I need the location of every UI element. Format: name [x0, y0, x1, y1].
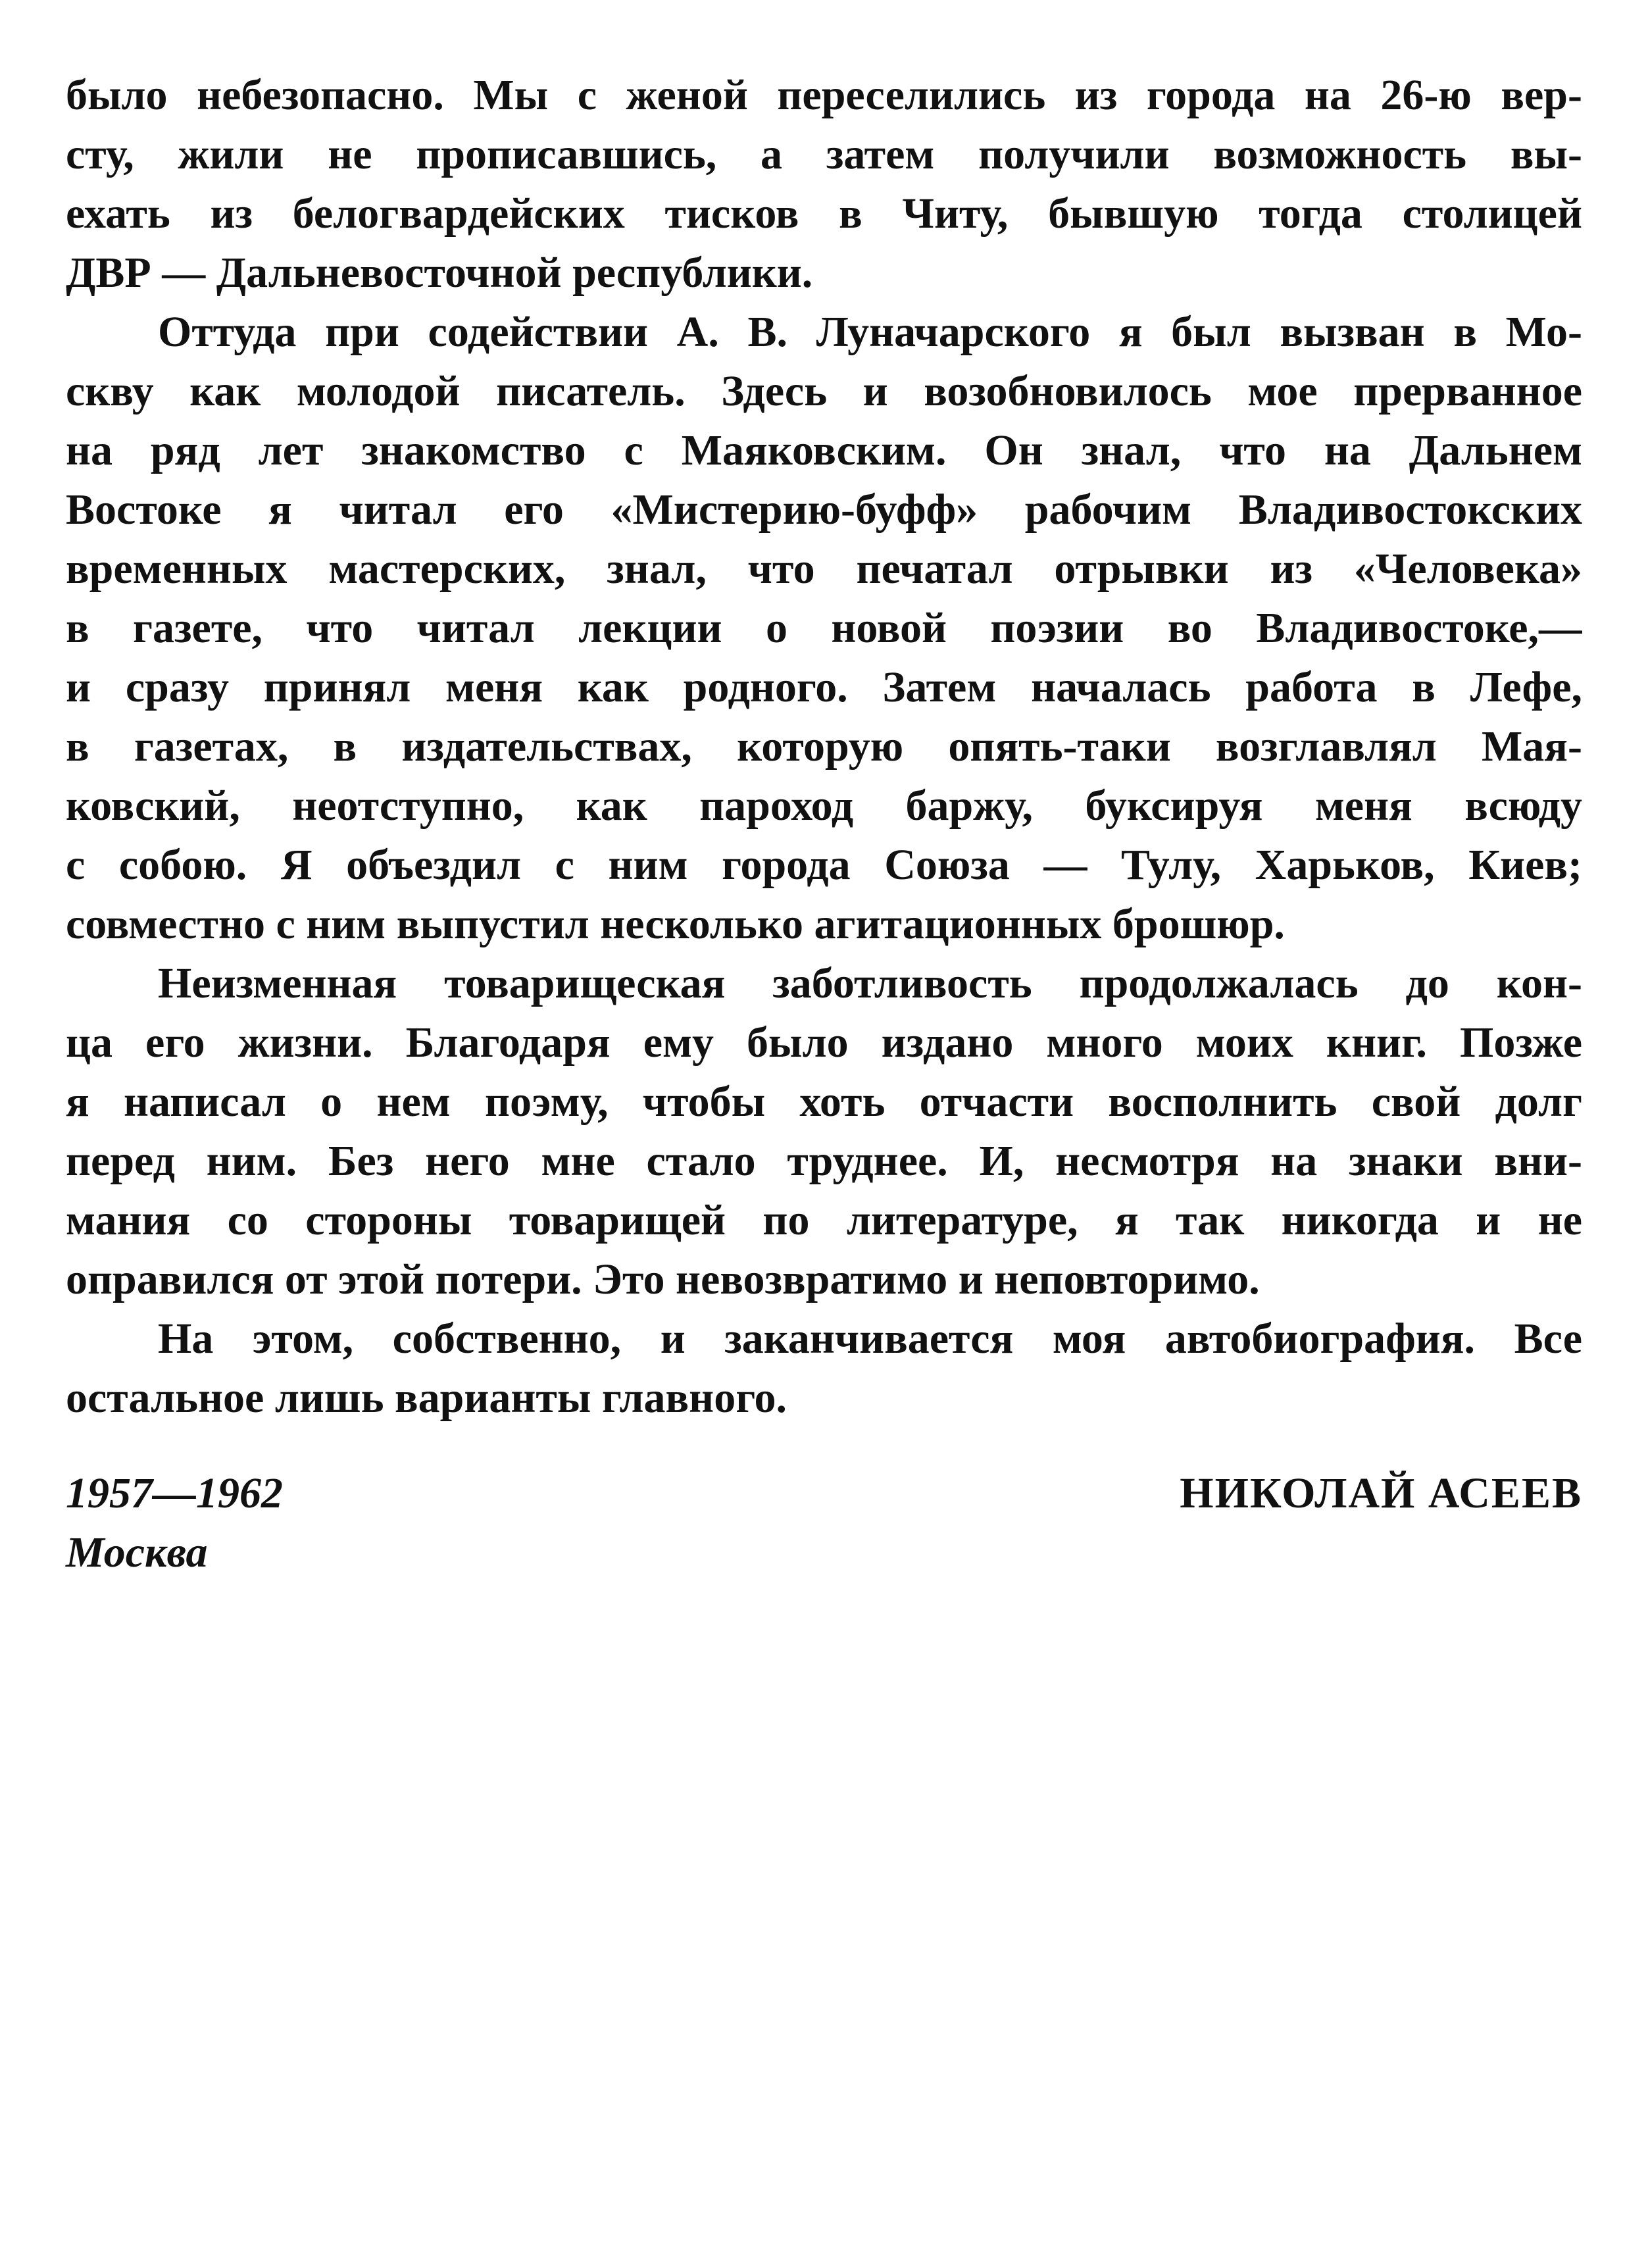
text-line: мания со стороны товарищей по литературе, я так никогда и не [66, 1196, 1582, 1244]
text-line: и сразу принял меня как родного. Затем началась работа в Лефе, [66, 663, 1582, 711]
date-place [66, 1464, 283, 1582]
text-line: оправился от этой потери. Это невозвратимо и неповторимо. [66, 1255, 1260, 1303]
text-line: в газете, что читал лекции о новой поэзии во Владивостоке,— [66, 604, 1582, 652]
text-line: ехать из белогвардейских тисков в Читу, бывшую тогда столицей [66, 189, 1582, 238]
text-line: Востоке я читал его «Мистерию-буфф» рабочим Владивостокских [66, 486, 1582, 534]
body-text [66, 66, 1582, 1428]
text-line: на ряд лет знакомство с Маяковским. Он знал, что на Дальнем [66, 426, 1582, 474]
text-line: ДВР — Дальневосточной республики. [66, 249, 813, 297]
text-line: Неизменная товарищеская заботливость продолжалась до кон- [158, 959, 1582, 1007]
text-line: На этом, собственно, и заканчивается моя автобиография. Все [158, 1315, 1582, 1363]
text-line: с собою. Я объездил с ним города Союза — Тулу, Харьков, Киев; [66, 841, 1582, 889]
text-line: ковский, неотступно, как пароход баржу, буксируя меня всюду [66, 782, 1582, 830]
text-line: я написал о нем поэму, чтобы хоть отчасти восполнить свой долг [66, 1078, 1582, 1126]
text-line: ца его жизни. Благодаря ему было издано много моих книг. Позже [66, 1019, 1582, 1067]
signature-place: Москва [66, 1528, 208, 1576]
text-line: скву как молодой писатель. Здесь и возобновилось мое прерванное [66, 367, 1582, 415]
text-line: временных мастерских, знал, что печатал отрывки из «Человека» [66, 545, 1582, 593]
author-name: НИКОЛАЙ АСЕЕВ [1180, 1469, 1582, 1517]
text-line: было небезопасно. Мы с женой переселились из города на 26-ю вер- [66, 71, 1582, 119]
text-line: в газетах, в издательствах, которую опять-таки возглавлял Мая- [66, 722, 1582, 770]
text-line: остальное лишь варианты главного. [66, 1374, 787, 1422]
text-line: совместно с ним выпустил несколько агитационных брошюр. [66, 900, 1285, 948]
signature-block [66, 1464, 1582, 1582]
text-line: Оттуда при содействии А. В. Луначарского я был вызван в Мо- [158, 308, 1582, 356]
signature-years: 1957—1962 [66, 1469, 283, 1517]
text-line: перед ним. Без него мне стало труднее. И, несмотря на знаки вни- [66, 1137, 1582, 1185]
text-line: сту, жили не прописавшись, а затем получили возможность вы- [66, 130, 1582, 178]
